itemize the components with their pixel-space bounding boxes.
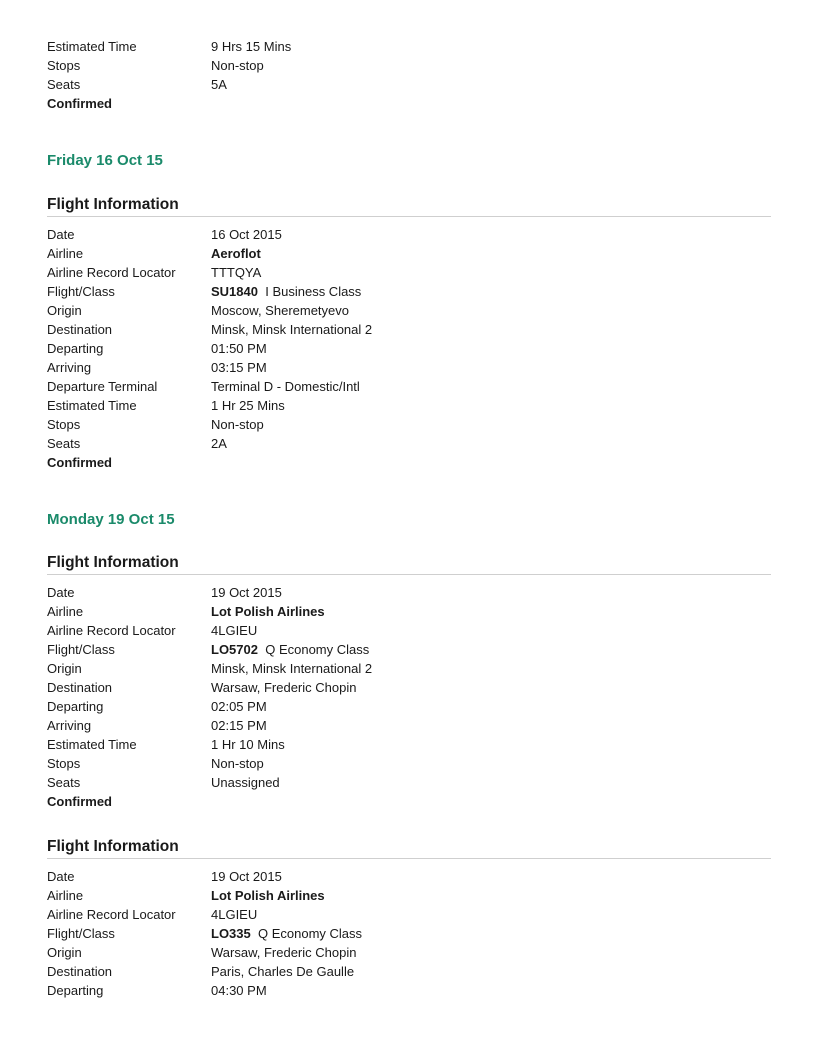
- arriving-value: 02:15 PM: [211, 718, 267, 733]
- detail-row-date: [47, 225, 771, 244]
- destination-value: Warsaw, Frederic Chopin: [211, 680, 357, 695]
- flight-number: LO335: [211, 926, 251, 941]
- detail-row-flight-class: [47, 924, 771, 943]
- detail-row: [47, 56, 771, 75]
- detail-label: Airline Record Locator: [47, 623, 176, 638]
- detail-row-seats: [47, 434, 771, 453]
- date-value: 19 Oct 2015: [211, 869, 282, 884]
- detail-label: Destination: [47, 322, 113, 337]
- detail-row-date: [47, 867, 771, 886]
- origin-value: Moscow, Sheremetyevo: [211, 303, 350, 318]
- detail-row-destination: [47, 320, 771, 339]
- detail-label: Flight/Class: [47, 926, 115, 941]
- estimated-time-value: 1 Hr 10 Mins: [211, 737, 285, 752]
- flight-number: LO5702: [211, 642, 258, 657]
- destination-value: Paris, Charles De Gaulle: [211, 964, 355, 979]
- detail-label: Origin: [47, 945, 82, 960]
- detail-value: 9 Hrs 15 Mins: [211, 39, 292, 54]
- detail-label: Destination: [47, 680, 113, 695]
- detail-label: Origin: [47, 661, 82, 676]
- detail-label: Origin: [47, 303, 82, 318]
- detail-label: Arriving: [47, 360, 92, 375]
- locator-value: 4LGIEU: [211, 623, 258, 638]
- estimated-time-value: 1 Hr 25 Mins: [211, 398, 285, 413]
- origin-value: Minsk, Minsk International 2: [211, 661, 373, 676]
- detail-label: Stops: [47, 756, 81, 771]
- detail-row-origin: [47, 943, 771, 962]
- seats-value: Unassigned: [211, 775, 280, 790]
- detail-row-origin: [47, 659, 771, 678]
- detail-label: Date: [47, 869, 75, 884]
- detail-label: Flight/Class: [47, 284, 115, 299]
- detail-label: Date: [47, 227, 75, 242]
- detail-label: Airline: [47, 604, 84, 619]
- detail-label: Departing: [47, 341, 104, 356]
- flight-information-block: [47, 837, 771, 1000]
- flight-number: SU1840: [211, 284, 258, 299]
- detail-row-locator: [47, 905, 771, 924]
- flight-information-block: [47, 553, 771, 811]
- departing-value: 04:30 PM: [211, 983, 267, 998]
- detail-row-locator: [47, 263, 771, 282]
- detail-label: Airline: [47, 246, 84, 261]
- day-heading: Monday 19 Oct 15: [47, 511, 175, 528]
- detail-row-airline: [47, 886, 771, 905]
- detail-row-estimated-time: [47, 735, 771, 754]
- detail-label: Airline Record Locator: [47, 907, 176, 922]
- departing-value: 01:50 PM: [211, 341, 267, 356]
- detail-label: Seats: [47, 775, 81, 790]
- arriving-value: 03:15 PM: [211, 360, 267, 375]
- stops-value: Non-stop: [211, 417, 264, 432]
- detail-row-estimated-time: [47, 396, 771, 415]
- confirmed-status: Confirmed: [47, 794, 112, 809]
- class-value: Q Economy Class: [257, 926, 363, 941]
- detail-row-terminal: [47, 377, 771, 396]
- top-segment-details: [47, 37, 771, 113]
- locator-value: 4LGIEU: [211, 907, 258, 922]
- detail-row-flight-class: [47, 640, 771, 659]
- detail-row: [47, 75, 771, 94]
- locator-value: TTTQYA: [211, 265, 262, 280]
- detail-label: Seats: [47, 77, 81, 92]
- detail-row-date: [47, 583, 771, 602]
- origin-value: Warsaw, Frederic Chopin: [211, 945, 357, 960]
- detail-value: Non-stop: [211, 58, 264, 73]
- airline-value: Aeroflot: [211, 246, 261, 261]
- detail-row-departing: [47, 697, 771, 716]
- detail-row-departing: [47, 981, 771, 1000]
- detail-row-departing: [47, 339, 771, 358]
- detail-label: Departing: [47, 983, 104, 998]
- airline-value: Lot Polish Airlines: [211, 888, 325, 903]
- detail-label: Flight/Class: [47, 642, 115, 657]
- class-value: I Business Class: [265, 284, 362, 299]
- airline-value: Lot Polish Airlines: [211, 604, 325, 619]
- flight-information-title: Flight Information: [47, 837, 771, 859]
- detail-row-arriving: [47, 716, 771, 735]
- detail-label: Estimated Time: [47, 737, 137, 752]
- detail-label: Airline: [47, 888, 84, 903]
- detail-label: Date: [47, 585, 75, 600]
- detail-row-stops: [47, 415, 771, 434]
- detail-row-airline: [47, 244, 771, 263]
- detail-row-arriving: [47, 358, 771, 377]
- detail-row-origin: [47, 301, 771, 320]
- confirmed-status: Confirmed: [47, 96, 112, 111]
- departing-value: 02:05 PM: [211, 699, 267, 714]
- detail-label: Departing: [47, 699, 104, 714]
- detail-row-locator: [47, 621, 771, 640]
- detail-row-destination: [47, 678, 771, 697]
- detail-label: Destination: [47, 964, 113, 979]
- detail-label: Airline Record Locator: [47, 265, 176, 280]
- detail-label: Estimated Time: [47, 39, 137, 54]
- destination-value: Minsk, Minsk International 2: [211, 322, 373, 337]
- detail-label: Stops: [47, 58, 81, 73]
- day-heading: Friday 16 Oct 15: [47, 152, 163, 169]
- date-value: 16 Oct 2015: [211, 227, 282, 242]
- detail-row-destination: [47, 962, 771, 981]
- seats-value: 2A: [211, 436, 227, 451]
- detail-row-stops: [47, 754, 771, 773]
- detail-label: Estimated Time: [47, 398, 137, 413]
- flight-information-block: [47, 195, 771, 472]
- detail-row: [47, 37, 771, 56]
- detail-row-flight-class: [47, 282, 771, 301]
- stops-value: Non-stop: [211, 756, 264, 771]
- detail-label: Departure Terminal: [47, 379, 158, 394]
- confirmed-status: Confirmed: [47, 455, 112, 470]
- class-value: Q Economy Class: [265, 642, 370, 657]
- date-value: 19 Oct 2015: [211, 585, 282, 600]
- detail-row-airline: [47, 602, 771, 621]
- detail-label: Arriving: [47, 718, 92, 733]
- detail-label: Stops: [47, 417, 81, 432]
- detail-row-seats: [47, 773, 771, 792]
- terminal-value: Terminal D - Domestic/Intl: [211, 379, 360, 394]
- detail-value: 5A: [211, 77, 227, 92]
- detail-label: Seats: [47, 436, 81, 451]
- flight-information-title: Flight Information: [47, 195, 771, 217]
- itinerary-page: [47, 37, 771, 1000]
- flight-information-title: Flight Information: [47, 553, 771, 575]
